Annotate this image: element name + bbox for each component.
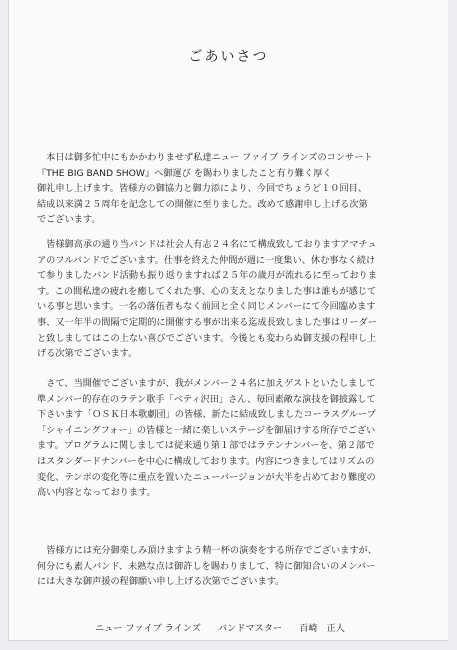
paragraph-line: 「シャイニングフォー」の皆様と一緒に楽しいステージを御届けする所存でござい — [37, 424, 376, 436]
paragraph-1 — [37, 150, 447, 228]
paragraph-line: さて、当開催でございますが、我がメンバー２４名に加えゲストといたしまして — [37, 378, 376, 389]
paragraph-line: 御礼申し上げます。皆様方の御協力と御力添により、今回でちょうど１０回目、 — [37, 183, 368, 195]
paragraph-line: アのフルバンドでございます。仕事を終えた仲間が週に一度集い、休む事なく続け — [37, 254, 376, 266]
paragraph-3 — [37, 376, 447, 501]
paragraph-line: 本日は御多忙中にもかかわりませず私達ニュー ファイブ ラインズのコンサート — [37, 152, 373, 163]
signature-band-name: ニュー ファイブ ラインズ — [95, 623, 201, 634]
paragraph-line: 変化、テンポの変化等に重点を置いたニューバージョンが大半を占めており難度の — [37, 471, 376, 483]
paragraph-line: には大きな御声援の程御願い申し上げる次第でございます。 — [37, 576, 285, 588]
paragraph-line: 高い内容となっております。 — [37, 487, 156, 499]
paragraph-line: 皆様方には充分御楽しみ頂けますよう精一杯の演奏をする所存でございますが、 — [37, 545, 377, 556]
signature — [95, 620, 345, 634]
paragraph-4 — [37, 543, 447, 590]
paragraph-line: て参りましたバンド活動も振り返りますれば２５年の歳月が流れるに至っておりま — [37, 270, 377, 282]
paragraph-line: 事、又一年半の間隔で定期的に開催する事が出来る迄成長致しました事はリーダー — [37, 316, 377, 328]
paragraph-line: 何分にも素人バンド、未熟な点は御許しを賜わりまして、特に御知合いのメンバー — [37, 560, 376, 572]
paragraph-line: でございます。 — [37, 214, 101, 226]
paragraph-line: 下さいます「ＯＳＫ日本歌劇団」の皆様、新たに結成致しましたコーラスグループ — [37, 409, 376, 421]
paragraph-line: す。この間私達の疲れを癒してくれた事、心の支えとなりました事は誰もが感じて — [37, 285, 377, 297]
paragraph-line: いる事と思います。一名の落伍者もなく前回と全く同じメンバーにて今回臨めます — [37, 301, 376, 313]
paragraph-line: 皆様御高承の通り当バンドは社会人有志２４名にて構成致しておりますアマチュ — [37, 239, 377, 250]
signature-role: バンドマスター — [217, 623, 283, 634]
paragraph-line: はスタンダードナンバーを中心に構成しております。内容につきましてはリズムの — [37, 455, 375, 467]
paragraph-line: 結成以来満２５周年を記念しての開催に至りました。改めて感謝申し上げる次第 — [37, 198, 368, 210]
page-title: ごあいさつ — [188, 49, 269, 65]
paragraph-2 — [37, 237, 447, 362]
paragraph-line: 準メンバー的存在のラテン歌手「ベティ沢田」さん、毎回素敵な演技を御披露して — [37, 393, 376, 405]
signature-person-name: 百崎 正人 — [299, 623, 345, 634]
paragraph-line: と致しましてはこの上ない喜びでございます。今後とも変わらぬ御支援の程申し上 — [37, 332, 377, 344]
paragraph-line: げる次第でございます。 — [37, 348, 138, 360]
document-page — [8, 0, 448, 641]
paragraph-line: ます。プログラムに関しましては従来通り第１部ではラテンナンバーを、第２部で — [37, 440, 375, 452]
paragraph-line: 『THE BIG BAND SHOW』へ御運び を賜わりましたこと有り難く厚く — [37, 167, 332, 179]
